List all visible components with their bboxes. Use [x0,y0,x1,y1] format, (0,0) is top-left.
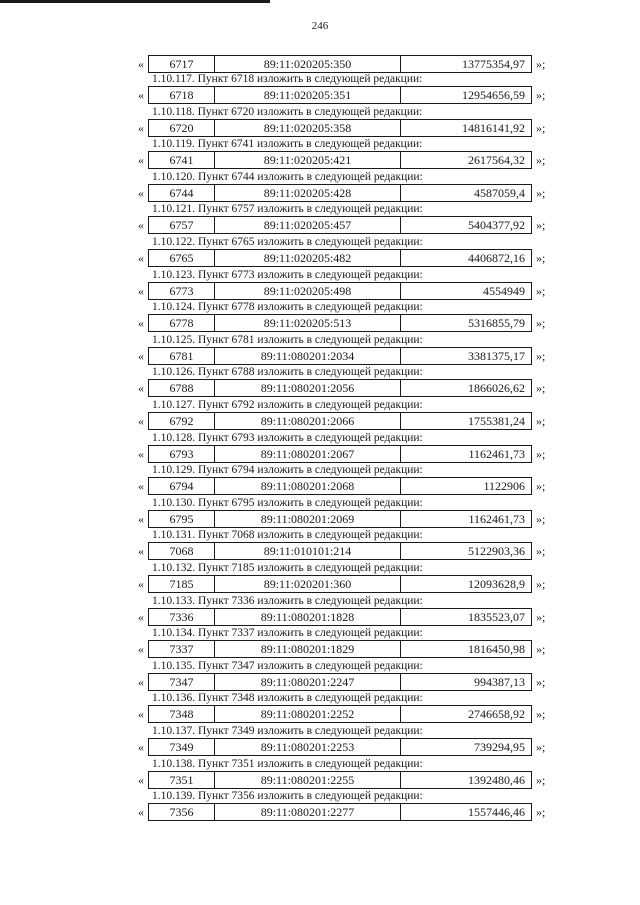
item-number: 6795 [149,511,215,527]
quote-close: »; [536,610,546,624]
table-row [0,216,640,234]
table-row [0,55,640,73]
cadastral-value: 12954656,59 [462,88,525,102]
cadastral-value: 3381375,17 [468,349,525,363]
item-number: 7348 [149,706,215,722]
row-cells [148,379,532,397]
quote-open: « [138,121,144,135]
table-row [0,151,640,169]
quote-open: « [138,675,144,689]
quote-close: »; [536,544,546,558]
quote-open: « [138,218,144,232]
table-row [0,249,640,267]
item-number: 7336 [149,609,215,625]
row-cells [148,184,532,202]
quote-open: « [138,512,144,526]
cadastral-number: 89:11:080201:2068 [215,478,401,494]
entry-heading: 1.10.137. Пункт 7349 изложить в следующей редакции: [152,725,423,737]
cadastral-value: 1122906 [483,479,525,493]
quote-open: « [138,88,144,102]
quote-close: »; [536,642,546,656]
quote-close: »; [536,284,546,298]
cadastral-number: 89:11:020201:360 [215,576,401,592]
quote-open: « [138,251,144,265]
quote-close: »; [536,447,546,461]
item-number: 6741 [149,152,215,168]
row-cells [148,86,532,104]
cadastral-number: 89:11:020205:428 [215,185,401,201]
item-number: 7068 [149,543,215,559]
item-number: 7185 [149,576,215,592]
quote-close: »; [536,186,546,200]
entry-heading: 1.10.122. Пункт 6765 изложить в следующей редакции: [152,236,423,248]
cadastral-number: 89:11:080201:2056 [215,380,401,396]
entry-heading: 1.10.131. Пункт 7068 изложить в следующей редакции: [152,529,423,541]
entry-heading: 1.10.130. Пункт 6795 изложить в следующей редакции: [152,497,423,509]
page-number: 246 [311,20,329,32]
table-row [0,282,640,300]
cadastral-number: 89:11:080201:2252 [215,706,401,722]
row-cells [148,314,532,332]
table-row [0,640,640,658]
entry-heading: 1.10.136. Пункт 7348 изложить в следующей редакции: [152,692,423,704]
quote-close: »; [536,512,546,526]
cadastral-value: 1557446,46 [468,805,525,819]
quote-open: « [138,805,144,819]
item-number: 7356 [149,804,215,820]
row-cells [148,55,532,73]
quote-close: »; [536,577,546,591]
item-number: 6717 [149,56,215,72]
quote-open: « [138,414,144,428]
cadastral-value: 4554949 [483,284,525,298]
item-number: 7351 [149,772,215,788]
quote-close: »; [536,57,546,71]
table-row [0,347,640,365]
quote-open: « [138,447,144,461]
row-cells [148,608,532,626]
cadastral-value: 1162461,73 [468,447,525,461]
row-cells [148,673,532,691]
row-cells [148,249,532,267]
cadastral-value: 1816450,98 [468,642,525,656]
entry-heading: 1.10.138. Пункт 7351 изложить в следующей редакции: [152,758,423,770]
entry-heading: 1.10.139. Пункт 7356 изложить в следующей редакции: [152,790,423,802]
row-cells [148,542,532,560]
item-number: 6773 [149,283,215,299]
cadastral-value: 1392480,46 [468,773,525,787]
row-cells [148,216,532,234]
cadastral-number: 89:11:020205:350 [215,56,401,72]
quote-open: « [138,479,144,493]
table-row [0,803,640,821]
quote-close: »; [536,218,546,232]
row-cells [148,282,532,300]
item-number: 6794 [149,478,215,494]
cadastral-value: 13775354,97 [462,57,525,71]
entry-heading: 1.10.133. Пункт 7336 изложить в следующей редакции: [152,595,423,607]
cadastral-value: 1755381,24 [468,414,525,428]
entry-heading: 1.10.127. Пункт 6792 изложить в следующей редакции: [152,399,423,411]
table-row [0,608,640,626]
quote-open: « [138,773,144,787]
item-number: 7337 [149,641,215,657]
table-row [0,575,640,593]
item-number: 6778 [149,315,215,331]
cadastral-value: 4406872,16 [468,251,525,265]
cadastral-value: 2746658,92 [468,707,525,721]
row-cells [148,575,532,593]
cadastral-value: 739294,95 [474,740,525,754]
cadastral-number: 89:11:080201:2277 [215,804,401,820]
entry-heading: 1.10.118. Пункт 6720 изложить в следующей редакции: [152,106,423,118]
quote-open: « [138,186,144,200]
row-cells [148,640,532,658]
cadastral-number: 89:11:020205:513 [215,315,401,331]
entry-heading: 1.10.123. Пункт 6773 изложить в следующей редакции: [152,269,423,281]
entry-heading: 1.10.121. Пункт 6757 изложить в следующей редакции: [152,203,423,215]
top-rule [0,0,270,3]
quote-close: »; [536,381,546,395]
entry-heading: 1.10.134. Пункт 7337 изложить в следующей редакции: [152,627,423,639]
quote-open: « [138,577,144,591]
quote-open: « [138,740,144,754]
row-cells [148,412,532,430]
row-cells [148,803,532,821]
entry-heading: 1.10.129. Пункт 6794 изложить в следующей редакции: [152,464,423,476]
quote-close: »; [536,414,546,428]
entry-heading: 1.10.126. Пункт 6788 изложить в следующей редакции: [152,366,423,378]
cadastral-number: 89:11:020205:358 [215,120,401,136]
entry-heading: 1.10.135. Пункт 7347 изложить в следующей редакции: [152,660,423,672]
table-row [0,86,640,104]
cadastral-number: 89:11:080201:1828 [215,609,401,625]
quote-open: « [138,610,144,624]
item-number: 6793 [149,446,215,462]
quote-close: »; [536,153,546,167]
item-number: 7349 [149,739,215,755]
entry-heading: 1.10.119. Пункт 6741 изложить в следующей редакции: [152,138,423,150]
table-row [0,314,640,332]
entry-heading: 1.10.128. Пункт 6793 изложить в следующей редакции: [152,432,423,444]
cadastral-number: 89:11:080201:2034 [215,348,401,364]
quote-close: »; [536,740,546,754]
quote-close: »; [536,707,546,721]
cadastral-number: 89:11:020205:498 [215,283,401,299]
cadastral-value: 5404377,92 [468,218,525,232]
cadastral-number: 89:11:080201:2253 [215,739,401,755]
item-number: 6781 [149,348,215,364]
cadastral-number: 89:11:020205:457 [215,217,401,233]
quote-open: « [138,284,144,298]
cadastral-number: 89:11:080201:2255 [215,772,401,788]
cadastral-value: 1835523,07 [468,610,525,624]
table-row [0,542,640,560]
row-cells [148,705,532,723]
cadastral-value: 994387,13 [474,675,525,689]
table-row [0,673,640,691]
row-cells [148,738,532,756]
cadastral-value: 12093628,9 [468,577,525,591]
row-cells [148,119,532,137]
cadastral-number: 89:11:020205:482 [215,250,401,266]
entry-heading: 1.10.132. Пункт 7185 изложить в следующей редакции: [152,562,423,574]
quote-close: »; [536,479,546,493]
quote-close: »; [536,121,546,135]
cadastral-value: 1162461,73 [468,512,525,526]
item-number: 6765 [149,250,215,266]
item-number: 6720 [149,120,215,136]
entry-heading: 1.10.124. Пункт 6778 изложить в следующей редакции: [152,301,423,313]
table-row [0,771,640,789]
quote-close: »; [536,251,546,265]
quote-open: « [138,153,144,167]
cadastral-number: 89:11:080201:1829 [215,641,401,657]
row-cells [148,510,532,528]
quote-open: « [138,349,144,363]
table-row [0,738,640,756]
quote-open: « [138,316,144,330]
item-number: 7347 [149,674,215,690]
quote-open: « [138,381,144,395]
table-row [0,477,640,495]
table-row [0,445,640,463]
quote-close: »; [536,805,546,819]
cadastral-number: 89:11:020205:351 [215,87,401,103]
item-number: 6788 [149,380,215,396]
row-cells [148,347,532,365]
entry-heading: 1.10.117. Пункт 6718 изложить в следующей редакции: [152,73,423,85]
cadastral-value: 2617564,32 [468,153,525,167]
cadastral-value: 4587059,4 [474,186,525,200]
table-row [0,119,640,137]
entry-heading: 1.10.120. Пункт 6744 изложить в следующей редакции: [152,171,423,183]
quote-open: « [138,57,144,71]
item-number: 6792 [149,413,215,429]
table-row [0,705,640,723]
quote-close: »; [536,316,546,330]
cadastral-number: 89:11:080201:2066 [215,413,401,429]
cadastral-value: 5316855,79 [468,316,525,330]
cadastral-number: 89:11:080201:2069 [215,511,401,527]
row-cells [148,151,532,169]
row-cells [148,477,532,495]
cadastral-number: 89:11:020205:421 [215,152,401,168]
row-cells [148,445,532,463]
quote-close: »; [536,675,546,689]
cadastral-value: 14816141,92 [462,121,525,135]
entry-heading: 1.10.125. Пункт 6781 изложить в следующей редакции: [152,334,423,346]
quote-close: »; [536,349,546,363]
cadastral-number: 89:11:080201:2247 [215,674,401,690]
row-cells [148,771,532,789]
item-number: 6718 [149,87,215,103]
cadastral-value: 5122903,36 [468,544,525,558]
cadastral-number: 89:11:080201:2067 [215,446,401,462]
table-row [0,510,640,528]
quote-open: « [138,707,144,721]
cadastral-value: 1866026,62 [468,381,525,395]
quote-open: « [138,544,144,558]
table-row [0,412,640,430]
quote-close: »; [536,773,546,787]
item-number: 6744 [149,185,215,201]
item-number: 6757 [149,217,215,233]
cadastral-number: 89:11:010101:214 [215,543,401,559]
table-row [0,379,640,397]
quote-close: »; [536,88,546,102]
table-row [0,184,640,202]
quote-open: « [138,642,144,656]
